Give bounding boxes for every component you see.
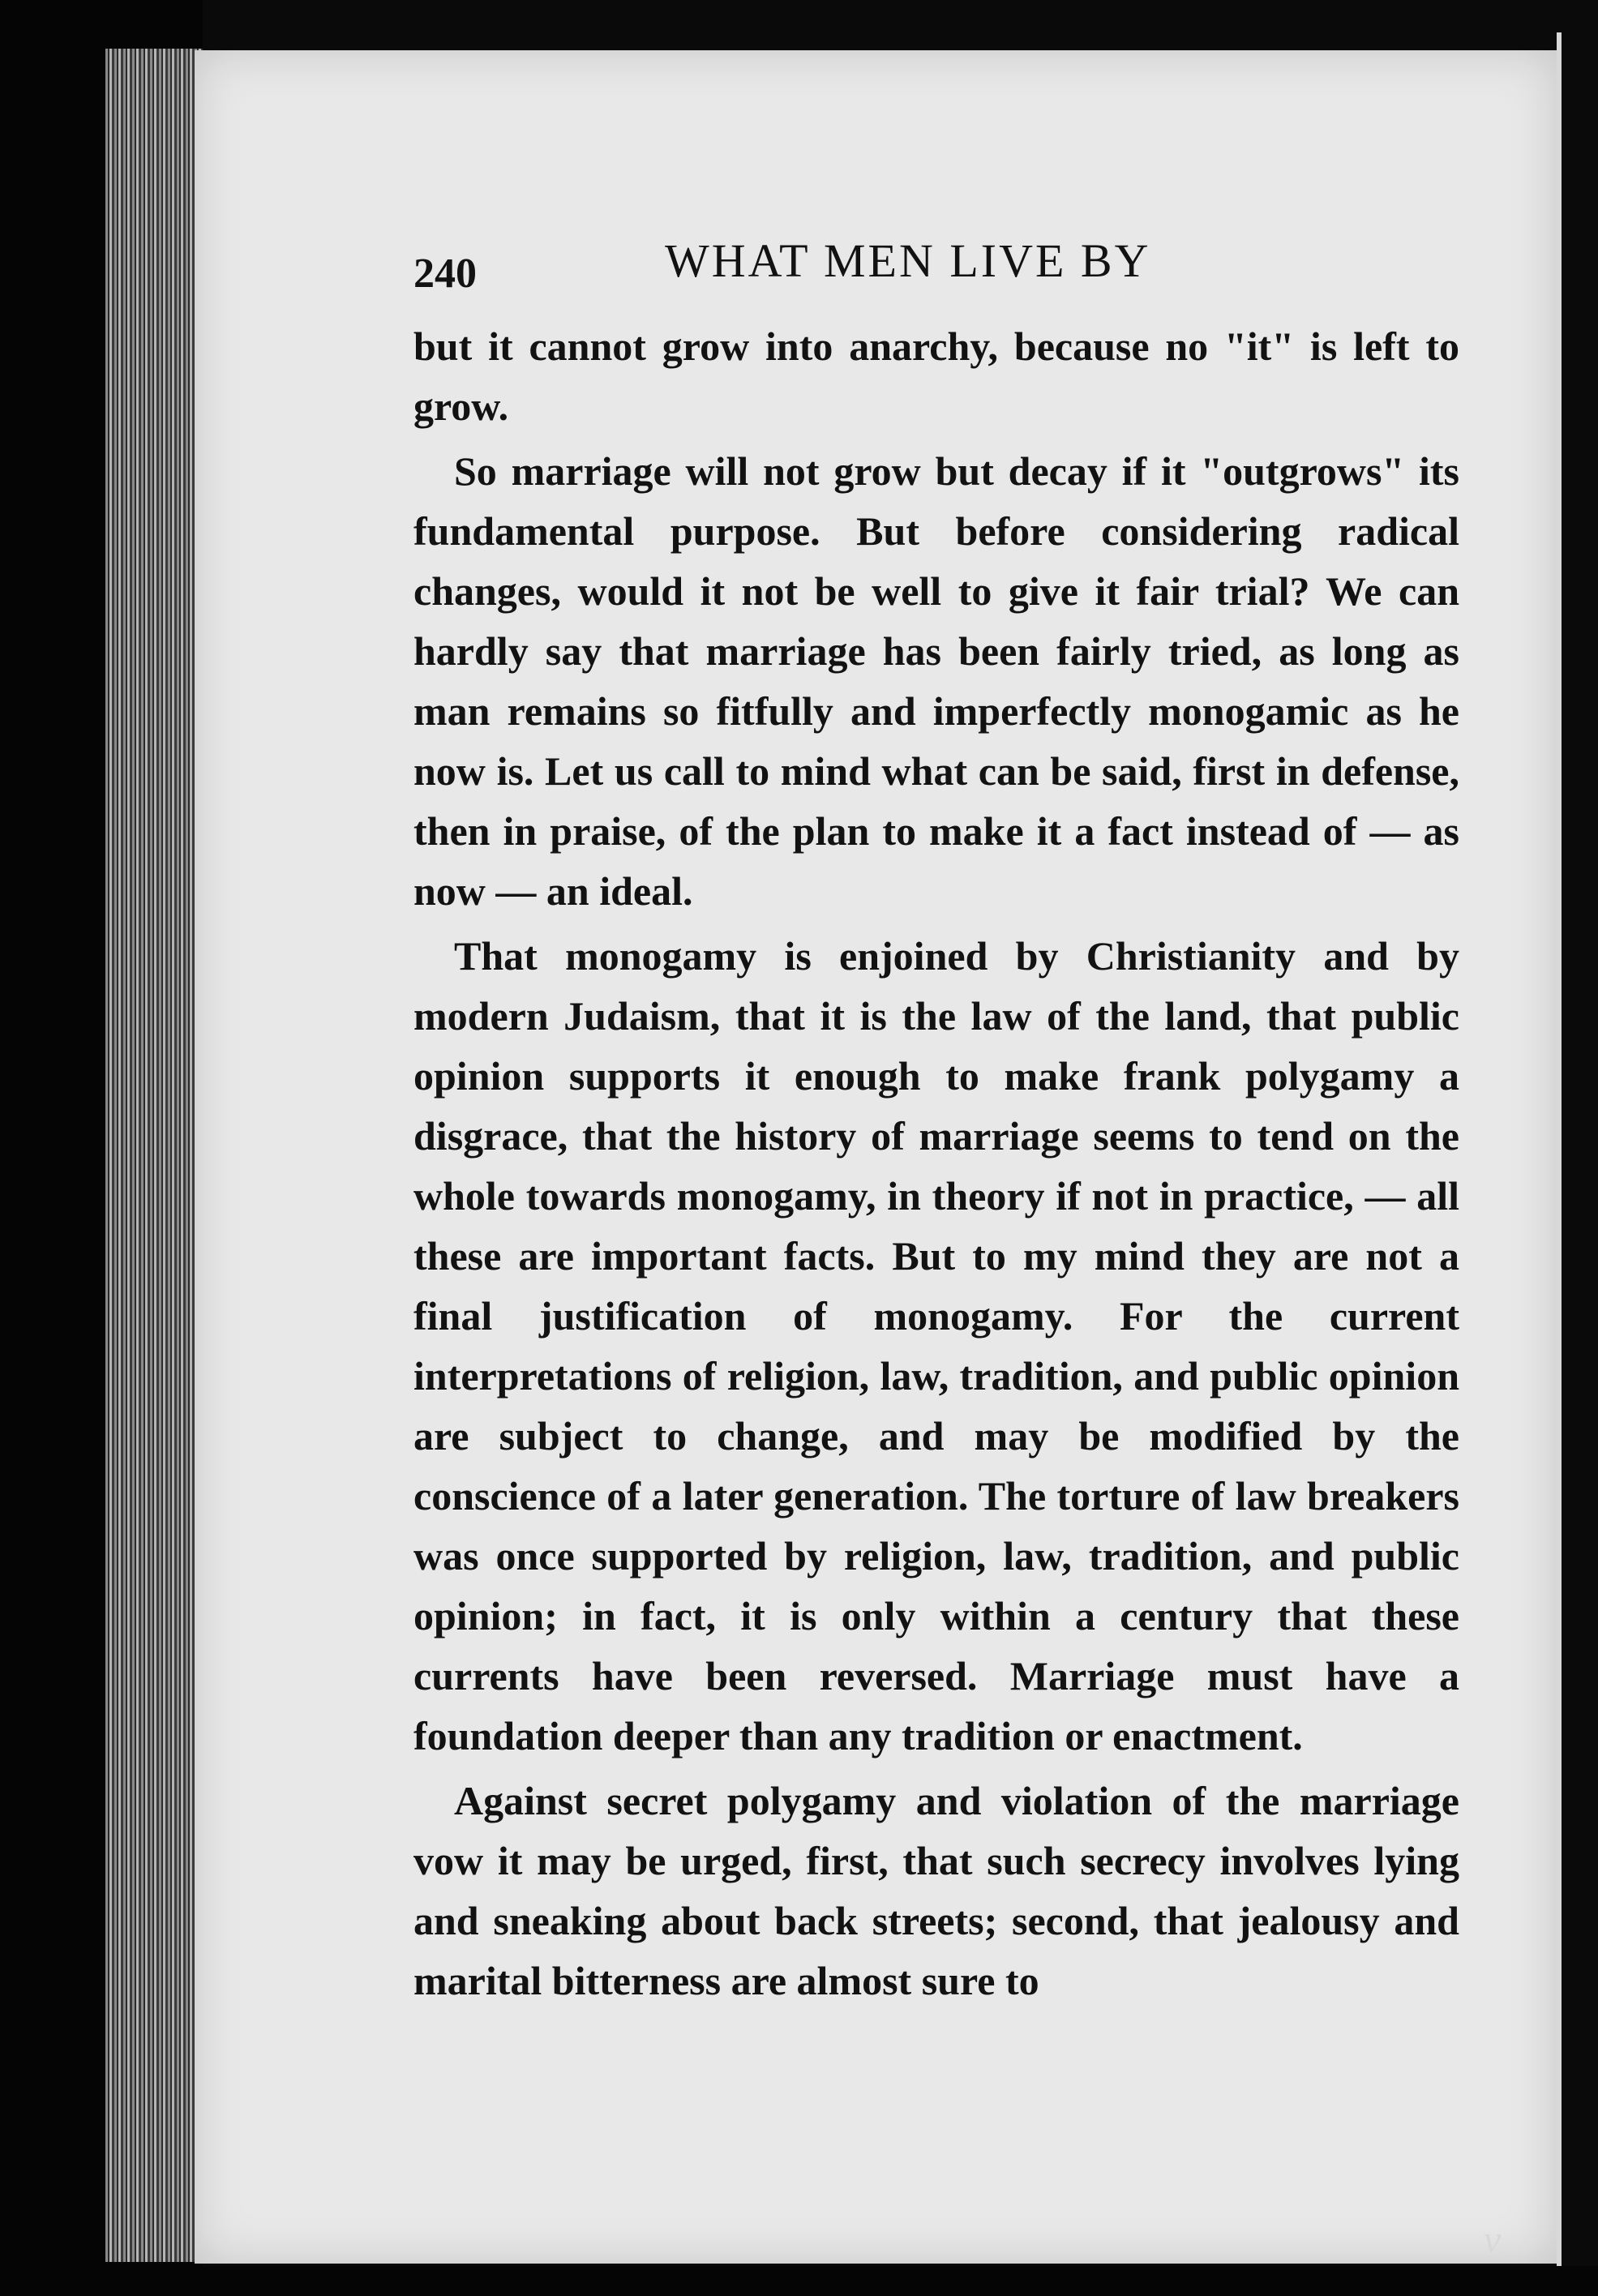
right-page-edge <box>1557 32 1598 2270</box>
paragraph-marriage-outgrows: So marriage will not grow but decay if it "outgrows" its fundamental purpose. But before considering radical changes, would it not be well to give it fair trial? We can hardly say that marriage has been fairly tried, as long as man remains so fitfully and imperfectly monogamic as he now is. Let us call to mind what can be said, first in defense, then in praise, of the plan to make it a fact instead of — as now — an ideal. <box>413 448 1459 914</box>
page-number: 240 <box>413 251 477 297</box>
page-text-block <box>413 227 1459 2011</box>
page-edges <box>105 49 203 2262</box>
paragraph-monogamy-enjoined: That monogamy is enjoined by Christianity and by modern Judaism, that it is the law of the land, that public opinion supports it enough to make frank polygamy a disgrace, that the history of marriage seems to tend on the whole towards monogamy, in theory if not in practice, — all these are important facts. But to my mind they are not a final justification of monogamy. For the current interpretations of religion, law, tradition, and public opinion are subject to change, and may be modified by the conscience of a later generation. The torture of law breakers was once supported by religion, law, tradition, and public opinion; in fact, it is only within a century that these currents have been reversed. Marriage must have a foundation deeper than any tradition or enactment. <box>413 933 1459 1758</box>
running-head <box>413 227 1459 316</box>
corner-mark: v <box>1484 2218 1502 2261</box>
bottom-margin-shadow <box>0 2266 1598 2296</box>
paragraph-secret-polygamy: Against secret polygamy and violation of the marriage vow it may be urged, first, that such secrecy involves lying and sneaking about back streets; second, that jealousy and marital bitterness are almost sure to <box>413 1778 1459 2003</box>
paragraph-continued: but it cannot grow into anarchy, because no "it" is left to grow. <box>413 323 1459 429</box>
running-title: WHAT MEN LIVE BY <box>665 234 1151 287</box>
